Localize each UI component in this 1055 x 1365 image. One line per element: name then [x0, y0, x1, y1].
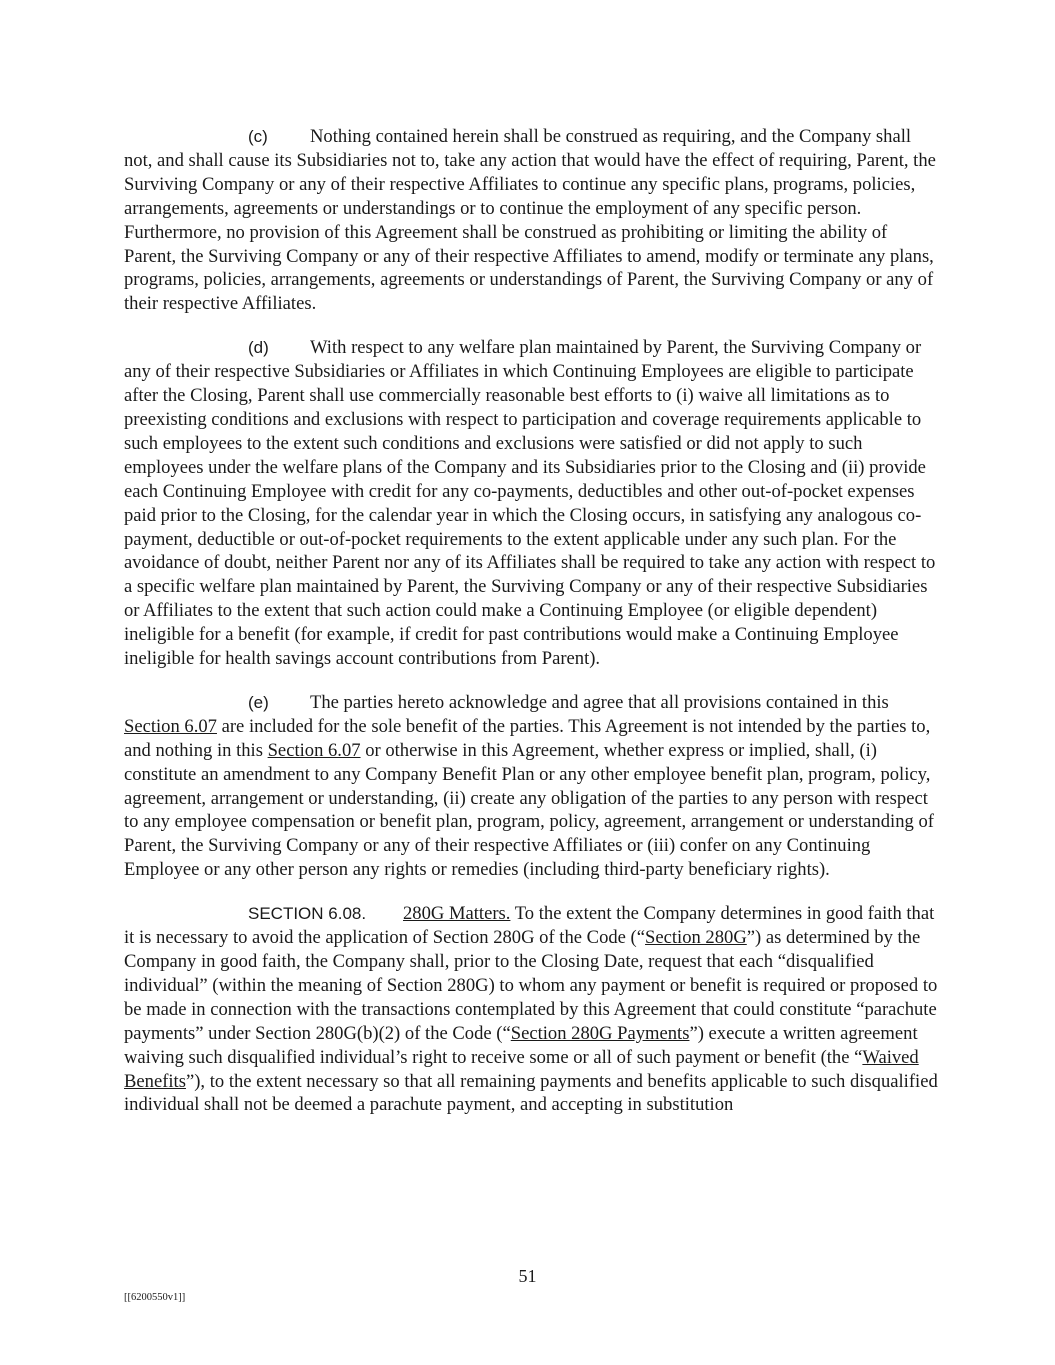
paragraph-text: With respect to any welfare plan maintained by Parent, the Surviving Company or any of their respective Subsidiaries or Affiliates in which Continuing Employees are eligible to participate after the Closing, Parent shall use commercially reasonable best efforts to (i) waive all limitations as to preexisting conditions and exclusions with respect to participation and coverage requirements applicable to such employees to the extent such conditions and exclusions were satisfied or did not apply to such employees under the welfare plans of the Company and its Subsidiaries prior to the Closing and (ii) provide each Continuing Employee with credit for any co-payments, deductibles and other out-of-pocket expenses paid prior to the Closing, for the calendar year in which the Closing occurs, in satisfying any analogous co-payment, deductible or out-of-pocket requirements to the extent applicable under any such plan. For the avoidance of doubt, neither Parent nor any of its Affiliates shall be required to take any action with respect to a specific welfare plan maintained by Parent, the Surviving Company or any of their respective Subsidiaries or Affiliates to the extent that such action could make a Continuing Employee (or eligible dependent) ineligible for a benefit (for example, if credit for past contributions would make a Continuing Employee ineligible for health savings account contributions from Parent). [124, 337, 936, 670]
paragraph-c [124, 125, 939, 316]
section-6-08 [124, 902, 939, 1117]
page-number: 51 [518, 1266, 537, 1286]
paragraph-text: Nothing contained herein shall be construed as requiring, and the Company shall not, and shall cause its Subsidiaries not to, take any action that would have the effect of requiring, Parent, the Surviving Company or any of their respective Affiliates to continue any specific plans, programs, policies, arrangements, agreements or understandings or to continue the employment of any specific person. Furthermore, no provision of this Agreement shall be construed as prohibiting or limiting the ability of Parent, the Surviving Company or any of their respective Affiliates to amend, modify or terminate any plans, programs, policies, arrangements, agreements or understandings of Parent, the Surviving Company or any of their respective Affiliates. [124, 126, 936, 315]
paragraph-text: are included for the sole benefit of the parties. This Agreement is not intended by the parties to, and nothing in this [124, 715, 931, 761]
section-reference: Section 6.07 [267, 739, 361, 761]
defined-term: Section 280G [645, 927, 747, 949]
defined-term: Section 280G Payments [510, 1022, 690, 1044]
paragraph-text: or otherwise in this Agreement, whether express or implied, shall, (i) constitute an amendment to any Company Benefit Plan or any other employee benefit plan, program, policy, agreement, arrangement or understanding, (ii) create any obligation of the parties to any person with respect to any employee compensation or benefit plan, program, policy, agreement, arrangement or understanding of Parent, the Surviving Company or any of their respective Affiliates or (iii) confer on any Continuing Employee or any other person any rights or remedies (including third-party beneficiary rights). [124, 739, 934, 881]
section-label: SECTION 6.08. [248, 904, 367, 924]
paragraph-text: The parties hereto acknowledge and agree that all provisions contained in this [310, 691, 889, 713]
paragraph-label: (d) [248, 338, 269, 358]
document-id: [[6200550v1]] [124, 1292, 186, 1303]
body-text [124, 125, 939, 1137]
paragraph-e [124, 691, 939, 882]
paragraph-label: (c) [248, 127, 268, 146]
paragraph-text: To the extent the Company determines in good faith that it is necessary to avoid the application of Section 280G of the Code (“ [124, 903, 935, 949]
defined-term: Waived Benefits [124, 1046, 919, 1092]
paragraph-text: ”) execute a written agreement waiving such disqualified individual’s right to receive some or all of such payment or benefit (the “ [124, 1022, 918, 1068]
section-reference: Section 6.07 [124, 715, 217, 737]
paragraph-label: (e) [248, 692, 269, 712]
paragraph-text: ”) as determined by the Company in good faith, the Company shall, prior to the Closing Date, request that each “disqualified individual” (within the meaning of Section 280G) to whom any payment or benefit is required or proposed to be made in connection with the transactions contemplated by this Agreement that could constitute “parachute payments” under Section 280G(b)(2) of the Code (“ [124, 927, 938, 1044]
section-heading: 280G Matters. [403, 903, 511, 925]
paragraph-d [124, 336, 939, 671]
paragraph-text: ”), to the extent necessary so that all remaining payments and benefits applicable to such disqualified individual shall not be deemed a parachute payment, and accepting in substitution [124, 1070, 938, 1116]
